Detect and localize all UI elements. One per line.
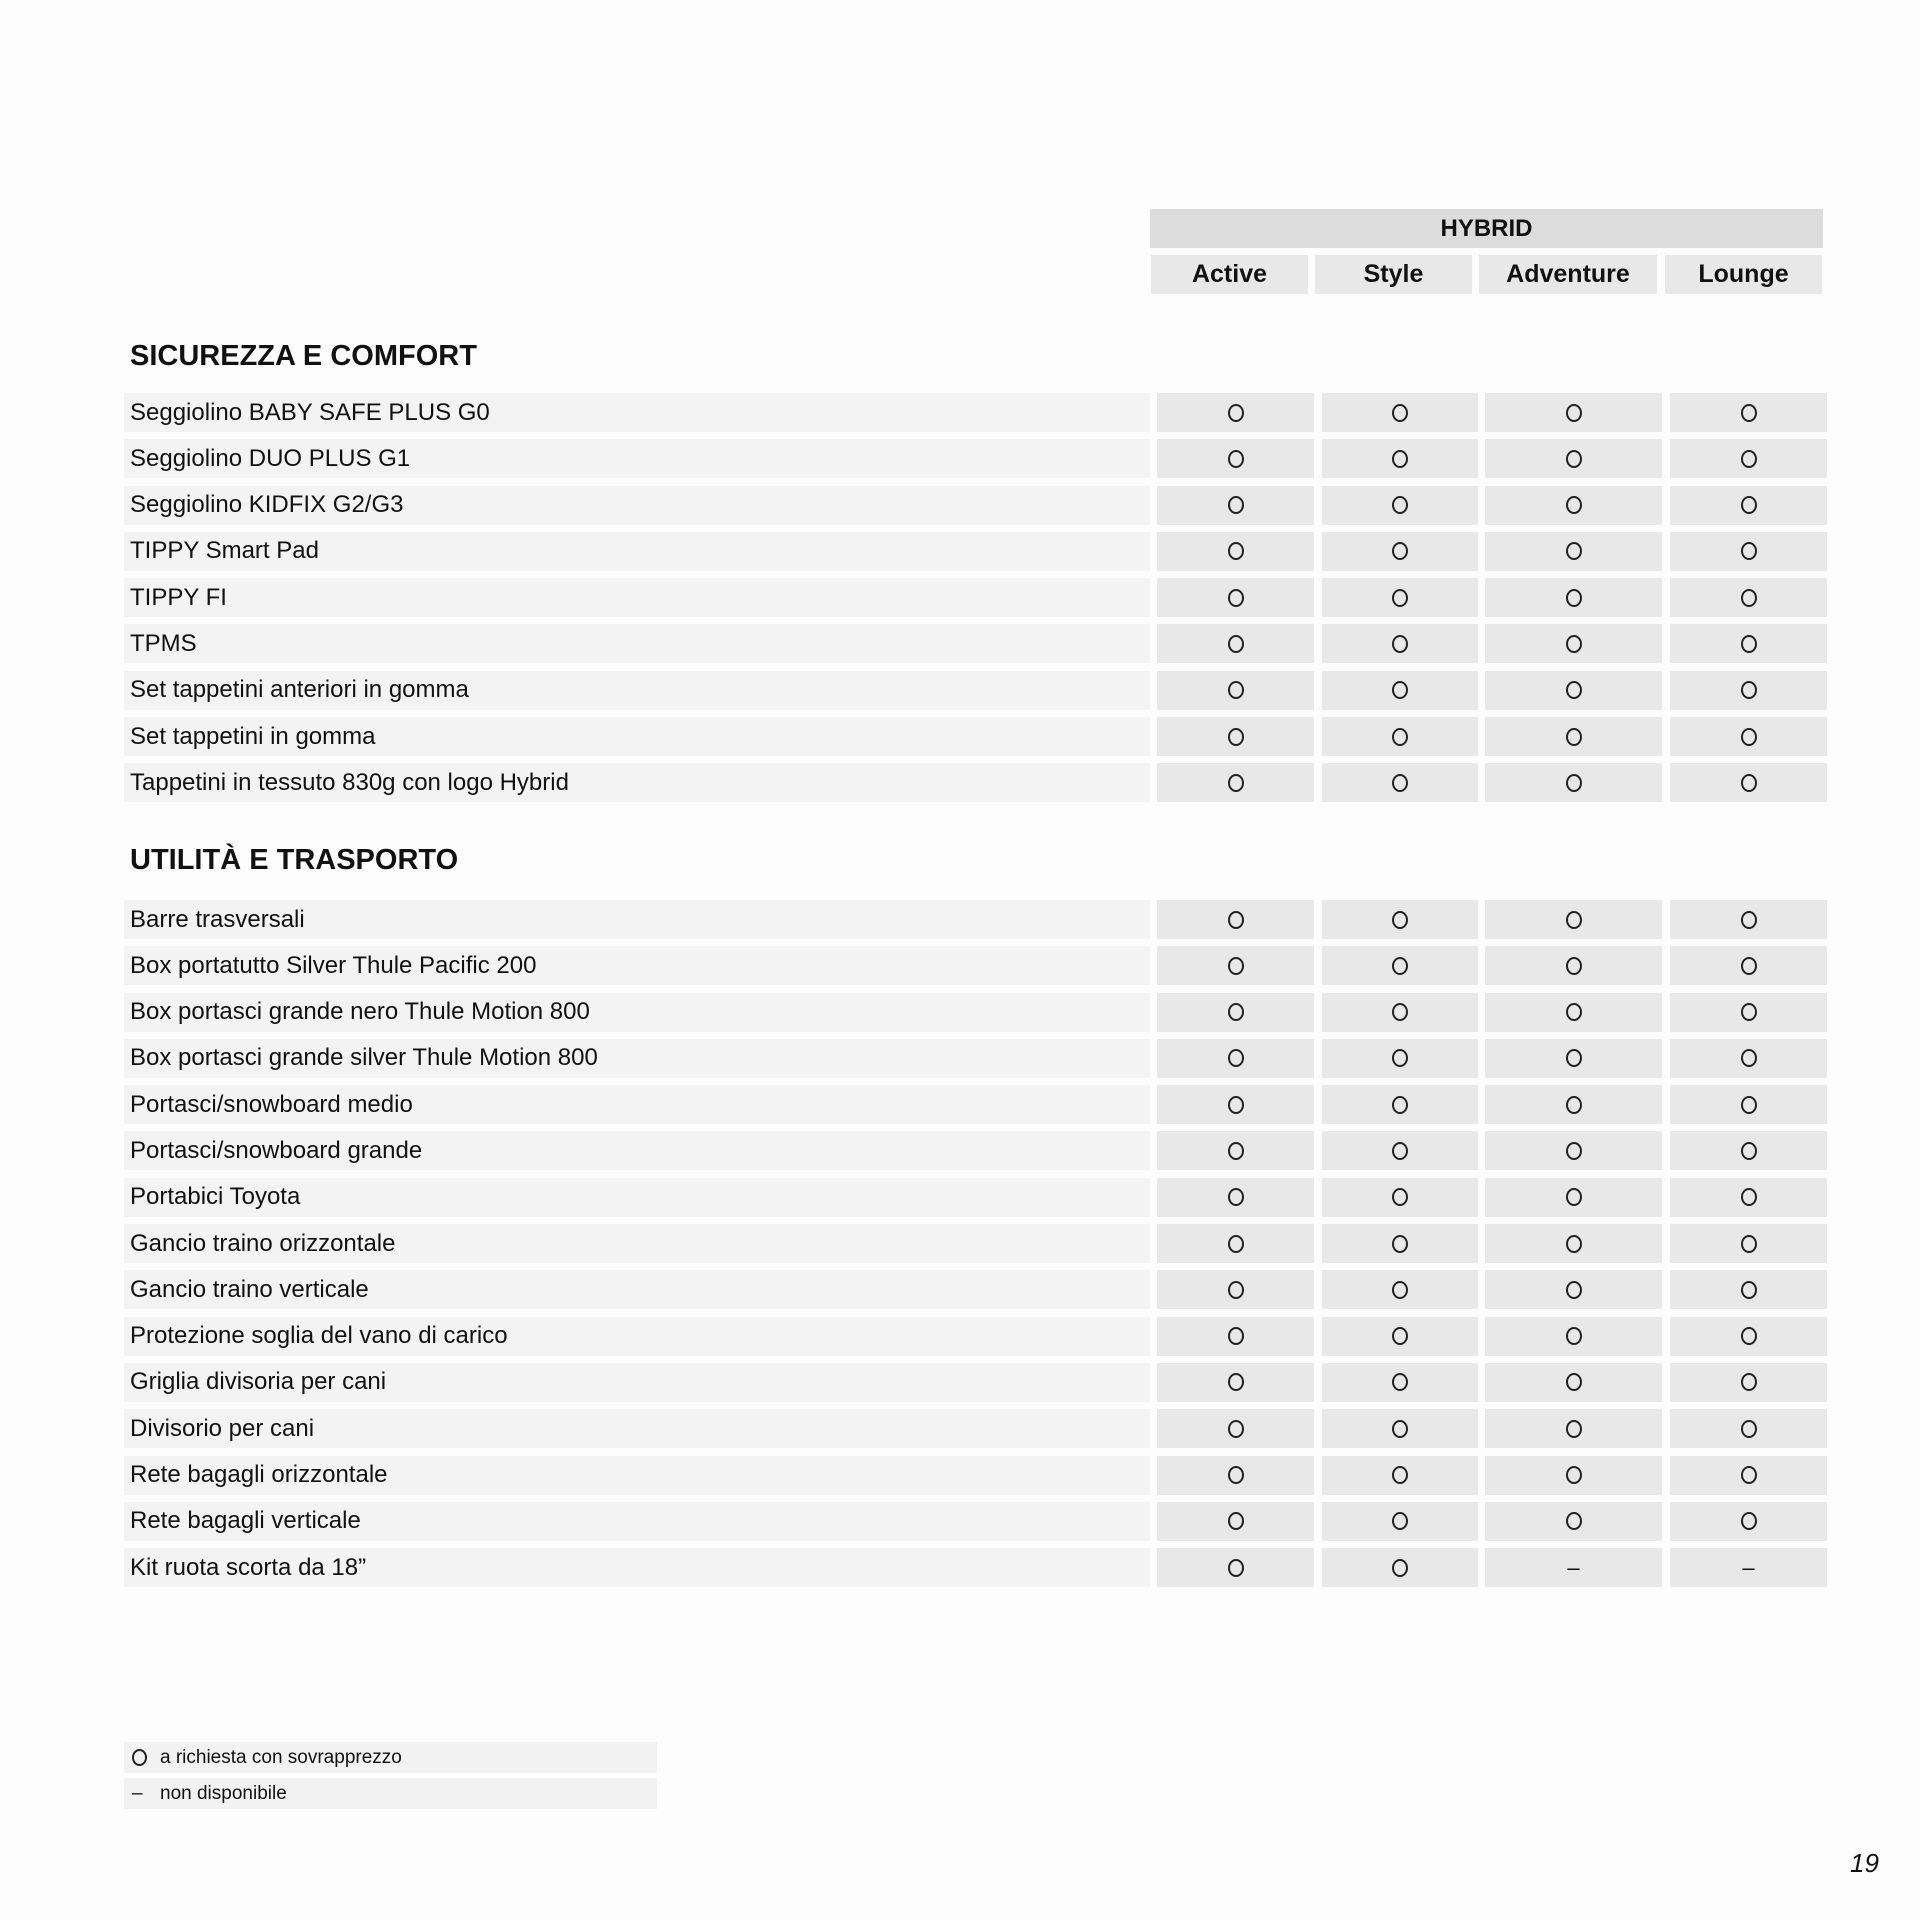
optional-circle-icon <box>1157 1409 1314 1448</box>
feature-label: Seggiolino KIDFIX G2/G3 <box>124 486 1150 525</box>
table-row <box>124 946 1827 985</box>
optional-circle-icon <box>1322 1270 1478 1309</box>
optional-circle-icon <box>1157 486 1314 525</box>
optional-circle-icon <box>1322 486 1478 525</box>
section-table <box>124 900 1827 1594</box>
optional-circle-icon <box>1322 1178 1478 1217</box>
optional-circle-icon <box>1485 1317 1662 1356</box>
optional-circle-icon <box>1322 1456 1478 1495</box>
section-table <box>124 393 1827 810</box>
legend-item <box>124 1742 657 1773</box>
optional-circle-icon <box>1485 1456 1662 1495</box>
table-row <box>124 900 1827 939</box>
optional-circle-icon <box>1670 1317 1827 1356</box>
optional-circle-icon <box>1157 624 1314 663</box>
section-title: SICUREZZA E COMFORT <box>130 340 477 372</box>
optional-circle-icon <box>1322 1085 1478 1124</box>
optional-circle-icon <box>1670 1224 1827 1263</box>
optional-circle-icon <box>1485 624 1662 663</box>
feature-label: Portasci/snowboard grande <box>124 1131 1150 1170</box>
optional-circle-icon <box>1157 1502 1314 1541</box>
feature-label: Gancio traino orizzontale <box>124 1224 1150 1263</box>
optional-circle-icon <box>1485 1409 1662 1448</box>
page-number: 19 <box>1850 1848 1879 1878</box>
section-title: UTILITÀ E TRASPORTO <box>130 844 459 876</box>
optional-circle-icon <box>1157 439 1314 478</box>
optional-circle-icon <box>1157 1039 1314 1078</box>
optional-circle-icon <box>1322 532 1478 571</box>
table-row <box>124 1131 1827 1170</box>
optional-circle-icon <box>1670 439 1827 478</box>
feature-label: Barre trasversali <box>124 900 1150 939</box>
feature-label: Seggiolino DUO PLUS G1 <box>124 439 1150 478</box>
optional-circle-icon <box>1485 1085 1662 1124</box>
optional-circle-icon <box>1322 1317 1478 1356</box>
table-row <box>124 439 1827 478</box>
feature-label: Box portasci grande nero Thule Motion 800 <box>124 993 1150 1032</box>
optional-circle-icon <box>1157 900 1314 939</box>
optional-circle-icon <box>1485 1131 1662 1170</box>
optional-circle-icon <box>1322 1363 1478 1402</box>
feature-label: Divisorio per cani <box>124 1409 1150 1448</box>
optional-circle-icon <box>1670 1363 1827 1402</box>
optional-circle-icon <box>1670 1409 1827 1448</box>
optional-circle-icon <box>1485 532 1662 571</box>
optional-circle-icon <box>1157 763 1314 802</box>
table-row <box>124 393 1827 432</box>
feature-label: Kit ruota scorta da 18” <box>124 1548 1150 1587</box>
optional-circle-icon <box>1157 1456 1314 1495</box>
feature-label: Seggiolino BABY SAFE PLUS G0 <box>124 393 1150 432</box>
table-row <box>124 993 1827 1032</box>
table-row <box>124 1456 1827 1495</box>
optional-circle-icon <box>1157 1178 1314 1217</box>
optional-circle-icon <box>1670 946 1827 985</box>
table-row <box>124 1039 1827 1078</box>
optional-circle-icon <box>1322 900 1478 939</box>
column-header-active: Active <box>1151 255 1308 294</box>
optional-circle-icon <box>1670 578 1827 617</box>
table-row <box>124 1363 1827 1402</box>
optional-circle-icon <box>1322 624 1478 663</box>
hybrid-group-header: HYBRID <box>1150 209 1823 248</box>
feature-label: Tappetini in tessuto 830g con logo Hybrid <box>124 763 1150 802</box>
feature-label: TIPPY FI <box>124 578 1150 617</box>
table-row <box>124 1317 1827 1356</box>
optional-circle-icon <box>1485 1363 1662 1402</box>
optional-circle-icon <box>1670 1502 1827 1541</box>
optional-circle-icon <box>1485 717 1662 756</box>
optional-circle-icon <box>1157 1270 1314 1309</box>
column-header-lounge: Lounge <box>1665 255 1822 294</box>
optional-circle-icon <box>1485 1502 1662 1541</box>
legend-item <box>124 1778 657 1809</box>
legend-text: non disponibile <box>160 1782 287 1804</box>
optional-circle-icon <box>1485 1270 1662 1309</box>
optional-circle-icon <box>1485 486 1662 525</box>
optional-circle-icon <box>1485 946 1662 985</box>
table-row <box>124 1178 1827 1217</box>
optional-circle-icon <box>1322 717 1478 756</box>
optional-circle-icon <box>1157 671 1314 710</box>
optional-circle-icon <box>1322 993 1478 1032</box>
optional-circle-icon <box>1670 486 1827 525</box>
optional-circle-icon <box>1670 1456 1827 1495</box>
table-row <box>124 717 1827 756</box>
table-row <box>124 763 1827 802</box>
optional-circle-icon <box>1485 393 1662 432</box>
optional-circle-icon <box>1322 671 1478 710</box>
optional-circle-icon <box>1670 763 1827 802</box>
feature-label: Portabici Toyota <box>124 1178 1150 1217</box>
optional-circle-icon <box>1670 624 1827 663</box>
optional-circle-icon <box>1670 1131 1827 1170</box>
optional-circle-icon <box>1322 393 1478 432</box>
feature-label: Portasci/snowboard medio <box>124 1085 1150 1124</box>
optional-circle-icon <box>1485 1224 1662 1263</box>
optional-circle-icon <box>1670 671 1827 710</box>
table-row <box>124 1085 1827 1124</box>
feature-label: TIPPY Smart Pad <box>124 532 1150 571</box>
optional-circle-icon <box>1485 763 1662 802</box>
optional-circle-icon <box>1670 1085 1827 1124</box>
optional-circle-icon <box>1485 900 1662 939</box>
table-row <box>124 1502 1827 1541</box>
optional-circle-icon <box>1670 1039 1827 1078</box>
optional-circle-icon <box>1157 578 1314 617</box>
table-row <box>124 624 1827 663</box>
feature-label: Box portatutto Silver Thule Pacific 200 <box>124 946 1150 985</box>
optional-circle-icon <box>1670 1270 1827 1309</box>
feature-label: Rete bagagli verticale <box>124 1502 1150 1541</box>
feature-label: Set tappetini anteriori in gomma <box>124 671 1150 710</box>
optional-circle-icon <box>1322 1039 1478 1078</box>
optional-circle-icon <box>1157 393 1314 432</box>
optional-circle-icon <box>1157 1131 1314 1170</box>
optional-circle-icon <box>1670 393 1827 432</box>
dash-icon: – <box>132 1782 143 1804</box>
availability-cell: – <box>1485 1548 1662 1587</box>
optional-circle-icon <box>1157 1363 1314 1402</box>
circle-icon <box>124 1749 160 1766</box>
table-row <box>124 671 1827 710</box>
feature-label: TPMS <box>124 624 1150 663</box>
table-row <box>124 1270 1827 1309</box>
feature-label: Protezione soglia del vano di carico <box>124 1317 1150 1356</box>
optional-circle-icon <box>1670 900 1827 939</box>
column-header-style: Style <box>1315 255 1472 294</box>
table-row <box>124 486 1827 525</box>
optional-circle-icon <box>1322 763 1478 802</box>
feature-label: Box portasci grande silver Thule Motion 800 <box>124 1039 1150 1078</box>
optional-circle-icon <box>1322 946 1478 985</box>
optional-circle-icon <box>1670 717 1827 756</box>
optional-circle-icon <box>1485 578 1662 617</box>
optional-circle-icon <box>1485 993 1662 1032</box>
optional-circle-icon <box>1157 946 1314 985</box>
optional-circle-icon <box>1485 1039 1662 1078</box>
optional-circle-icon <box>1157 1548 1314 1587</box>
optional-circle-icon <box>1670 532 1827 571</box>
feature-label: Griglia divisoria per cani <box>124 1363 1150 1402</box>
optional-circle-icon <box>1322 578 1478 617</box>
availability-cell: – <box>1670 1548 1827 1587</box>
optional-circle-icon <box>1670 993 1827 1032</box>
optional-circle-icon <box>1157 1224 1314 1263</box>
optional-circle-icon <box>1322 1409 1478 1448</box>
optional-circle-icon <box>1322 1224 1478 1263</box>
optional-circle-icon <box>1157 717 1314 756</box>
optional-circle-icon <box>1485 671 1662 710</box>
optional-circle-icon <box>1157 1085 1314 1124</box>
legend-text: a richiesta con sovrapprezzo <box>160 1746 402 1768</box>
feature-label: Gancio traino verticale <box>124 1270 1150 1309</box>
column-header-adventure: Adventure <box>1479 255 1657 294</box>
feature-label: Set tappetini in gomma <box>124 717 1150 756</box>
table-row <box>124 578 1827 617</box>
optional-circle-icon <box>1485 439 1662 478</box>
optional-circle-icon <box>1157 1317 1314 1356</box>
table-row <box>124 1409 1827 1448</box>
optional-circle-icon <box>1157 532 1314 571</box>
optional-circle-icon <box>1322 1548 1478 1587</box>
optional-circle-icon <box>1322 1131 1478 1170</box>
table-row <box>124 1224 1827 1263</box>
optional-circle-icon <box>1322 1502 1478 1541</box>
optional-circle-icon <box>1485 1178 1662 1217</box>
table-row <box>124 1548 1827 1587</box>
table-row <box>124 532 1827 571</box>
optional-circle-icon <box>1322 439 1478 478</box>
optional-circle-icon <box>1670 1178 1827 1217</box>
optional-circle-icon <box>1157 993 1314 1032</box>
feature-label: Rete bagagli orizzontale <box>124 1456 1150 1495</box>
